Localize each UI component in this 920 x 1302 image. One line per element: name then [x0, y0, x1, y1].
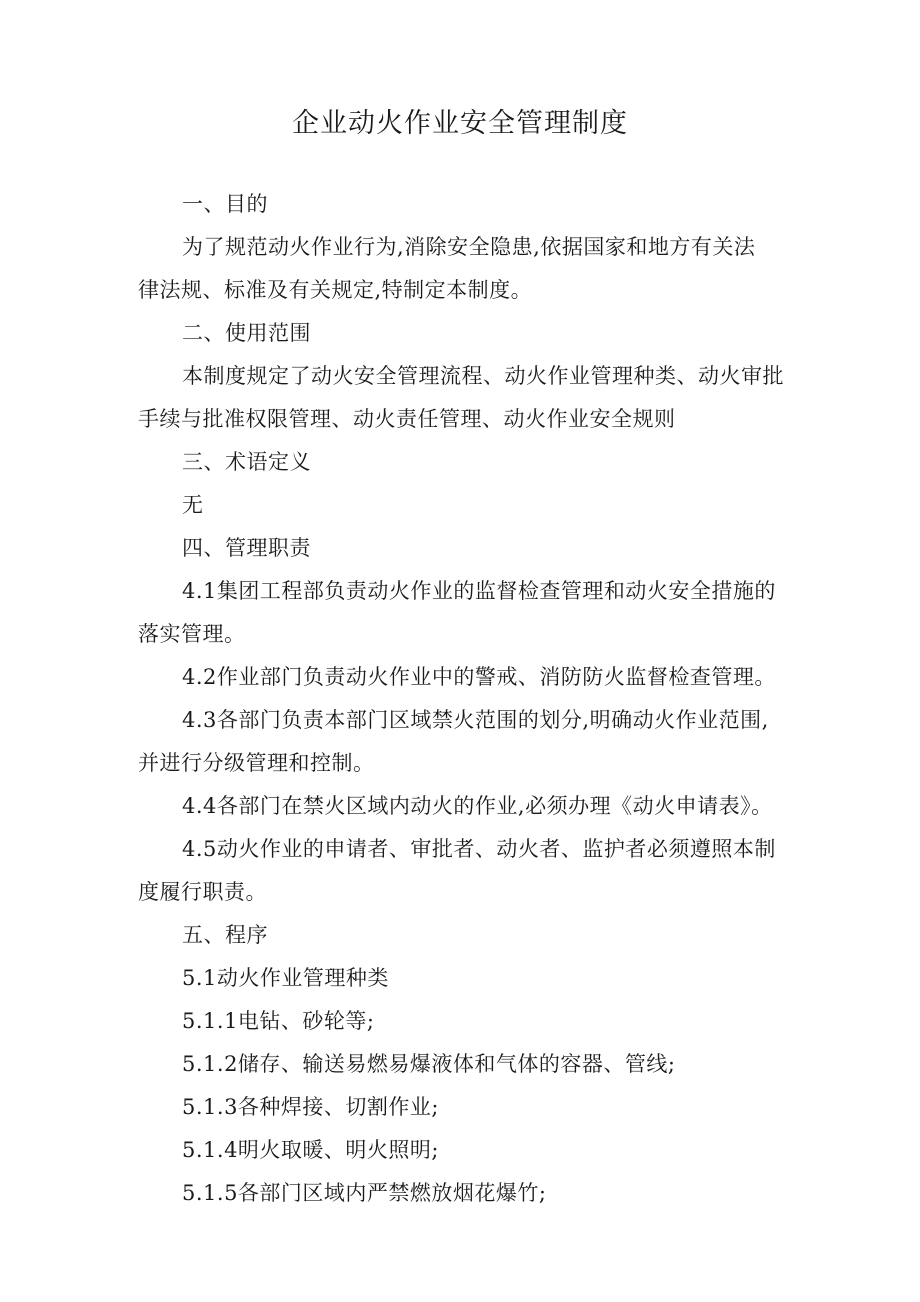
paragraph-line: 无: [182, 493, 204, 517]
paragraph-line: 5.1.5各部门区域内严禁燃放烟花爆竹;: [182, 1181, 547, 1205]
section-heading: 五、程序: [182, 923, 268, 947]
paragraph-line: 落实管理。: [138, 622, 246, 646]
paragraph-line: 并进行分级管理和控制。: [138, 751, 375, 775]
paragraph-line: 5.1.4明火取暖、明火照明;: [182, 1138, 440, 1162]
paragraph-line: 为了规范动火作业行为,消除安全隐患,依据国家和地方有关法: [182, 235, 756, 259]
section-heading: 四、管理职责: [182, 536, 311, 560]
paragraph-line: 4.1集团工程部负责动火作业的监督检查管理和动火安全措施的: [182, 579, 776, 603]
document-body: [138, 183, 798, 1215]
paragraph-line: 4.5动火作业的申请者、审批者、动火者、监护者必须遵照本制: [182, 837, 776, 861]
paragraph-line: 律法规、标准及有关规定,特制定本制度。: [138, 278, 533, 302]
paragraph-line: 手续与批准权限管理、动火责任管理、动火作业安全规则: [138, 407, 676, 431]
section-heading: 一、目的: [182, 192, 268, 216]
section-heading: 二、使用范围: [182, 321, 311, 345]
paragraph-line: 5.1.1电钻、砂轮等;: [182, 1009, 375, 1033]
section-heading: 三、术语定义: [182, 450, 311, 474]
paragraph-line: 5.1动火作业管理种类: [182, 966, 389, 990]
paragraph-line: 5.1.3各种焊接、切割作业;: [182, 1095, 440, 1119]
paragraph-line: 4.3各部门负责本部门区域禁火范围的划分,明确动火作业范围,: [182, 708, 769, 732]
paragraph-line: 本制度规定了动火安全管理流程、动火作业管理种类、动火审批: [182, 364, 784, 388]
paragraph-line: 4.2作业部门负责动火作业中的警戒、消防防火监督检查管理。: [182, 665, 776, 689]
paragraph-line: 5.1.2储存、输送易燃易爆液体和气体的容器、管线;: [182, 1052, 676, 1076]
paragraph-line: 4.4各部门在禁火区域内动火的作业,必须办理《动火申请表》。: [182, 794, 773, 818]
document-title: 企业动火作业安全管理制度: [292, 108, 628, 139]
paragraph-line: 度履行职责。: [138, 880, 267, 904]
